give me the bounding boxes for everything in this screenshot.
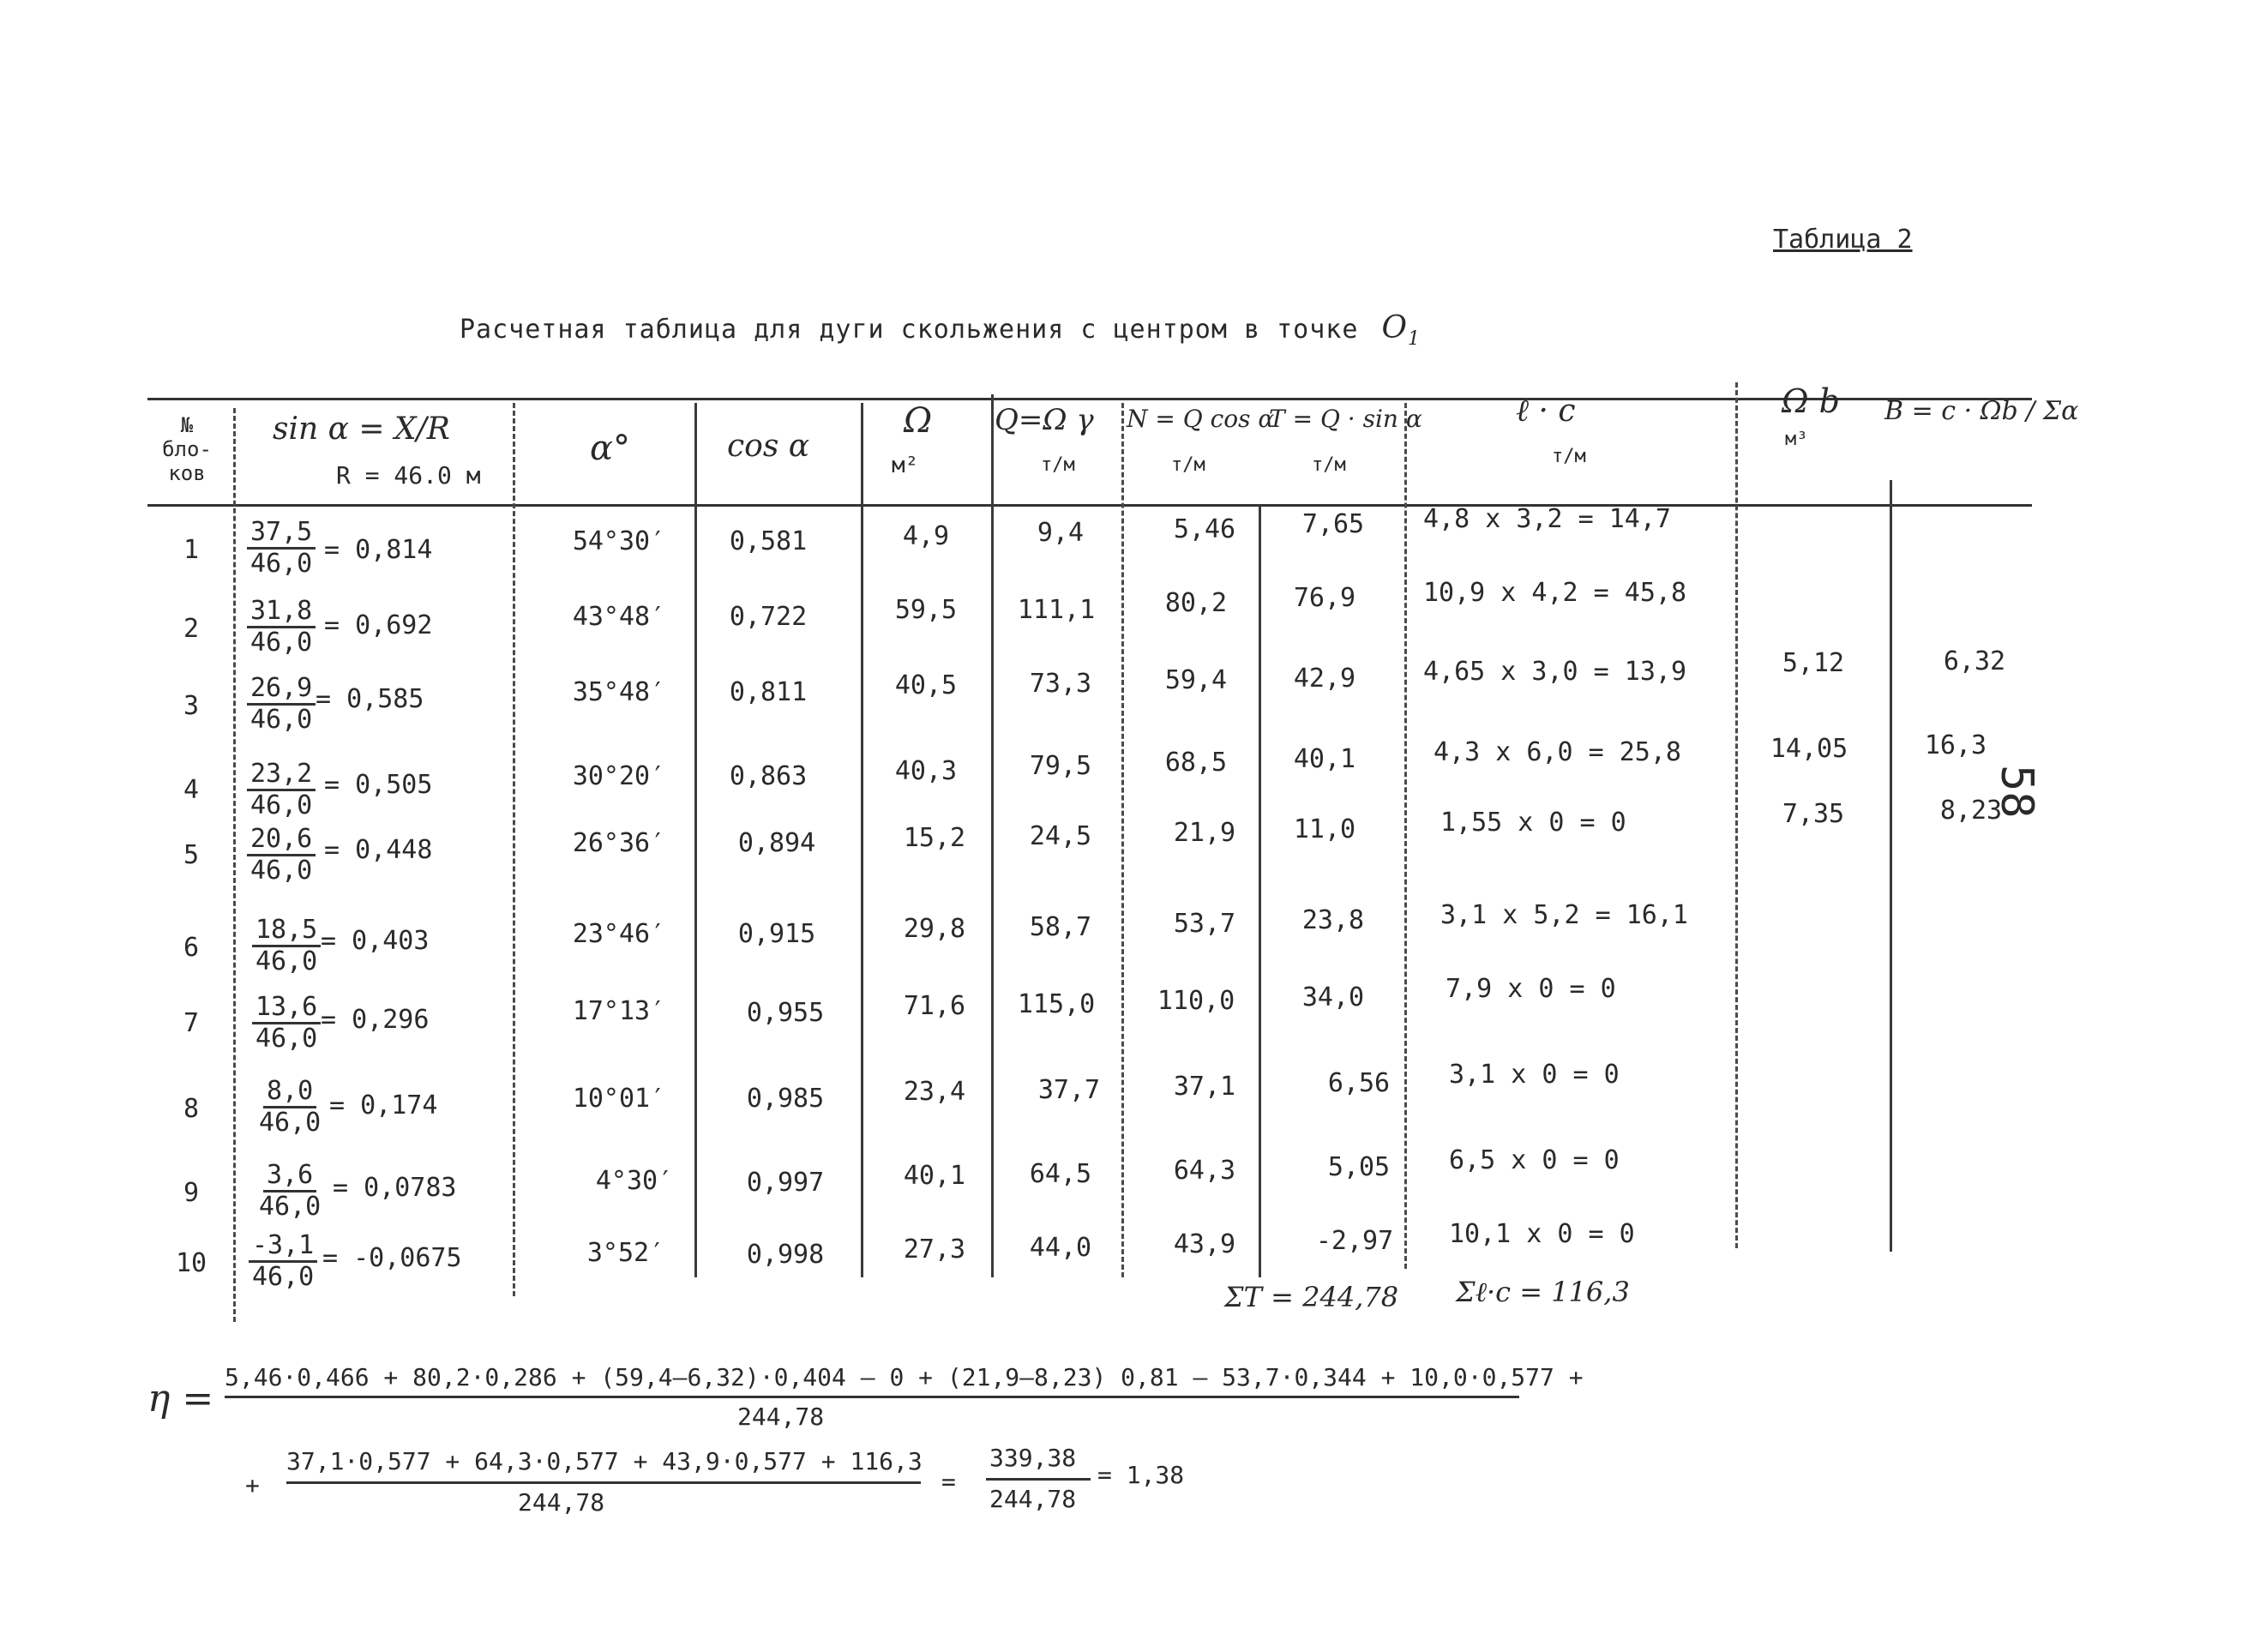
n-cell: 80,2	[1164, 588, 1228, 618]
fraction-numerator: -3,1	[249, 1231, 317, 1263]
header-sin-alpha: sin α = X/R	[273, 411, 450, 447]
t-cell: -2,97	[1315, 1226, 1394, 1256]
fraction-denominator: 46,0	[250, 549, 313, 579]
lc-cell: 7,9 x 0 = 0	[1446, 974, 1616, 1004]
formula-bar-2	[286, 1481, 921, 1484]
header-n-unit: т/м	[1171, 454, 1205, 476]
sin-value: = 0,296	[321, 1005, 430, 1035]
formula-denominator-1: 244,78	[737, 1403, 825, 1431]
fraction-denominator: 46,0	[250, 628, 313, 658]
sin-fraction	[247, 674, 316, 735]
alpha-cell: 26°36′	[572, 828, 666, 858]
omega-cell: 40,1	[903, 1161, 966, 1191]
header-t: T = Q · sin α	[1269, 405, 1422, 433]
fraction-denominator: 46,0	[250, 856, 313, 886]
header-rule	[147, 504, 2032, 507]
lc-cell: 1,55 x 0 = 0	[1440, 808, 1626, 838]
header-block-no-line1: №	[180, 413, 194, 437]
col-sep-10	[1890, 480, 1892, 1252]
n-cell: 68,5	[1164, 748, 1228, 778]
fraction-numerator: 20,6	[247, 825, 316, 856]
lc-cell: 4,65 x 3,0 = 13,9	[1423, 657, 1687, 687]
formula-numerator-2: 37,1·0,577 + 64,3·0,577 + 43,9·0,577 + 116,3	[286, 1447, 923, 1475]
top-rule	[147, 398, 2032, 400]
table-title	[460, 310, 1421, 350]
fraction-numerator: 23,2	[247, 760, 316, 791]
col-sep-2	[513, 403, 515, 1296]
q-cell: 9,4	[1037, 518, 1085, 548]
q-cell: 64,5	[1029, 1159, 1092, 1189]
omega-cell: 59,5	[894, 595, 958, 625]
q-cell: 24,5	[1029, 821, 1092, 851]
t-cell: 42,9	[1293, 664, 1356, 694]
t-cell: 23,8	[1301, 905, 1365, 935]
row-number: 3	[183, 691, 200, 721]
alpha-cell: 3°52′	[586, 1238, 665, 1268]
b-cell: 8,23	[1939, 796, 2003, 826]
q-cell: 79,5	[1029, 751, 1092, 781]
header-q: Q=Ω γ	[995, 403, 1094, 437]
sin-value: = 0,403	[321, 926, 430, 956]
formula-bar-3	[986, 1478, 1091, 1481]
omega-cell: 29,8	[903, 914, 966, 944]
sin-value: = 0,448	[324, 835, 433, 865]
q-cell: 58,7	[1029, 912, 1092, 942]
q-cell: 111,1	[1017, 595, 1096, 625]
cos-cell: 0,955	[746, 998, 825, 1028]
fraction-numerator: 8,0	[263, 1077, 316, 1108]
header-t-unit: т/м	[1312, 454, 1346, 476]
header-omega: Ω	[904, 401, 933, 441]
omega-b-cell: 7,35	[1782, 799, 1845, 829]
q-cell: 115,0	[1017, 989, 1096, 1019]
cos-cell: 0,722	[729, 602, 808, 632]
t-cell: 11,0	[1293, 814, 1356, 844]
header-q-unit: т/м	[1041, 454, 1075, 476]
t-cell: 7,65	[1301, 509, 1365, 539]
formula-denominator-3: 244,78	[989, 1485, 1077, 1513]
fraction-numerator: 37,5	[247, 518, 316, 550]
cos-cell: 0,997	[746, 1168, 825, 1198]
title-point-letter: O	[1381, 310, 1408, 345]
header-alpha: α°	[590, 429, 631, 468]
header-omega-b: Ω b	[1782, 382, 1840, 420]
row-number: 6	[183, 933, 200, 963]
sin-fraction	[247, 597, 316, 658]
t-cell: 6,56	[1327, 1068, 1391, 1098]
row-number: 7	[183, 1008, 200, 1038]
fraction-numerator: 13,6	[252, 993, 321, 1024]
alpha-cell: 35°48′	[572, 677, 666, 707]
n-cell: 59,4	[1164, 665, 1228, 695]
sin-fraction	[255, 1161, 324, 1222]
header-lc: ℓ · c	[1516, 393, 1576, 429]
row-number: 4	[183, 775, 200, 805]
q-cell: 73,3	[1029, 669, 1092, 699]
omega-cell: 27,3	[903, 1234, 966, 1265]
omega-cell: 40,3	[894, 756, 958, 786]
alpha-cell: 10°01′	[572, 1084, 666, 1114]
q-cell: 44,0	[1029, 1233, 1092, 1263]
col-sep-7	[1259, 506, 1261, 1277]
sin-value: = 0,692	[324, 610, 433, 640]
sin-fraction	[247, 518, 316, 579]
row-number: 2	[183, 614, 200, 644]
formula-result: = 1,38	[1097, 1461, 1185, 1489]
table-label: Таблица 2	[1773, 225, 1913, 255]
sin-fraction	[249, 1231, 317, 1292]
omega-b-cell: 14,05	[1770, 734, 1848, 764]
sin-fraction	[252, 916, 321, 976]
row-number: 5	[183, 840, 200, 870]
omega-cell: 15,2	[903, 823, 966, 853]
row-number: 10	[175, 1248, 207, 1278]
fraction-numerator: 18,5	[252, 916, 321, 947]
lc-cell: 3,1 x 5,2 = 16,1	[1440, 900, 1688, 930]
n-cell: 43,9	[1173, 1229, 1236, 1259]
col-sep-1	[233, 408, 236, 1322]
fraction-numerator: 26,9	[247, 674, 316, 706]
sum-lc: Σℓ·c = 116,3	[1456, 1276, 1630, 1308]
formula-equals: =	[941, 1468, 956, 1496]
cos-cell: 0,915	[737, 919, 816, 949]
fraction-numerator: 3,6	[263, 1161, 316, 1192]
n-cell: 53,7	[1173, 909, 1236, 939]
sin-fraction	[247, 760, 316, 820]
cos-cell: 0,811	[729, 677, 808, 707]
n-cell: 21,9	[1173, 818, 1236, 848]
fraction-denominator: 46,0	[255, 1024, 318, 1054]
sin-value: = -0,0675	[322, 1243, 462, 1273]
formula-lhs: η =	[147, 1377, 214, 1421]
q-cell: 37,7	[1037, 1075, 1101, 1105]
formula-denominator-2: 244,78	[518, 1488, 605, 1517]
omega-cell: 23,4	[903, 1077, 966, 1107]
header-cos-alpha: cos α	[727, 429, 810, 464]
col-sep-4	[861, 403, 863, 1277]
sin-value: = 0,505	[324, 770, 433, 800]
n-cell: 37,1	[1173, 1072, 1236, 1102]
sin-fraction	[255, 1077, 324, 1138]
alpha-cell: 30°20′	[572, 761, 666, 791]
omega-b-cell: 5,12	[1782, 648, 1845, 678]
sin-fraction	[247, 825, 316, 886]
lc-cell: 3,1 x 0 = 0	[1449, 1060, 1620, 1090]
header-block-no-line3: ков	[168, 461, 206, 485]
fraction-denominator: 46,0	[259, 1108, 322, 1138]
cos-cell: 0,985	[746, 1084, 825, 1114]
omega-cell: 71,6	[903, 991, 966, 1021]
title-point-sub: 1	[1407, 328, 1421, 351]
formula-numerator-3: 339,38	[989, 1444, 1077, 1472]
lc-cell: 4,3 x 6,0 = 25,8	[1434, 737, 1681, 767]
lc-cell: 10,9 x 4,2 = 45,8	[1423, 578, 1687, 608]
header-lc-unit: т/м	[1552, 446, 1586, 467]
header-b: B = c · Ωb / Σα	[1884, 396, 2079, 426]
col-sep-6	[1121, 403, 1124, 1277]
alpha-cell: 54°30′	[572, 526, 666, 556]
title-point	[1381, 310, 1421, 351]
formula-bar-1	[225, 1396, 1519, 1398]
lc-cell: 10,1 x 0 = 0	[1449, 1219, 1635, 1249]
title-text: Расчетная таблица для дуги скольжения с центром в точке	[460, 315, 1359, 345]
omega-cell: 40,5	[894, 670, 958, 700]
n-cell: 110,0	[1157, 986, 1235, 1016]
sin-value: = 0,585	[316, 684, 424, 714]
col-sep-3	[694, 403, 697, 1277]
col-sep-8	[1404, 403, 1407, 1269]
b-cell: 6,32	[1943, 646, 2006, 676]
alpha-cell: 4°30′	[595, 1166, 674, 1196]
b-cell: 16,3	[1924, 730, 1987, 760]
t-cell: 40,1	[1293, 744, 1356, 774]
cos-cell: 0,998	[746, 1240, 825, 1270]
n-cell: 5,46	[1173, 514, 1236, 544]
fraction-denominator: 46,0	[250, 705, 313, 735]
lc-cell: 4,8 x 3,2 = 14,7	[1423, 504, 1671, 534]
sin-value: = 0,174	[329, 1090, 438, 1120]
header-block-no	[153, 413, 221, 485]
omega-cell: 4,9	[902, 521, 950, 551]
cos-cell: 0,581	[729, 526, 808, 556]
alpha-cell: 23°46′	[572, 919, 666, 949]
header-block-no-line2: бло-	[162, 437, 212, 461]
formula-numerator-1: 5,46·0,466 + 80,2·0,286 + (59,4–6,32)·0,404 – 0 + (21,9–8,23) 0,81 – 53,7·0,344 + 10,0·0,577 +	[225, 1363, 1584, 1391]
fraction-denominator: 46,0	[250, 790, 313, 820]
sin-value: = 0,0783	[333, 1173, 457, 1203]
alpha-cell: 17°13′	[572, 996, 666, 1026]
row-number: 8	[183, 1094, 200, 1124]
sin-fraction	[252, 993, 321, 1054]
header-radius: R = 46.0 м	[336, 461, 481, 490]
header-omega-unit: м²	[892, 453, 919, 478]
cos-cell: 0,894	[737, 828, 816, 858]
fraction-numerator: 31,8	[247, 597, 316, 628]
formula-plus: +	[245, 1471, 260, 1499]
col-sep-5	[991, 394, 994, 1277]
sum-t: ΣT = 244,78	[1224, 1281, 1399, 1313]
lc-cell: 6,5 x 0 = 0	[1449, 1145, 1620, 1175]
header-n: N = Q cos α	[1127, 405, 1275, 433]
t-cell: 34,0	[1301, 982, 1365, 1012]
n-cell: 64,3	[1173, 1156, 1236, 1186]
page-number: 58	[1991, 765, 2042, 819]
fraction-denominator: 46,0	[255, 946, 318, 976]
t-cell: 76,9	[1293, 583, 1356, 613]
col-sep-9	[1735, 382, 1738, 1248]
row-number: 9	[183, 1178, 200, 1208]
fraction-denominator: 46,0	[252, 1262, 315, 1292]
sin-value: = 0,814	[324, 535, 433, 565]
cos-cell: 0,863	[729, 761, 808, 791]
row-number: 1	[183, 535, 200, 565]
header-omega-b-unit: м³	[1785, 429, 1808, 450]
t-cell: 5,05	[1327, 1152, 1391, 1182]
alpha-cell: 43°48′	[572, 602, 666, 632]
fraction-denominator: 46,0	[259, 1192, 322, 1222]
